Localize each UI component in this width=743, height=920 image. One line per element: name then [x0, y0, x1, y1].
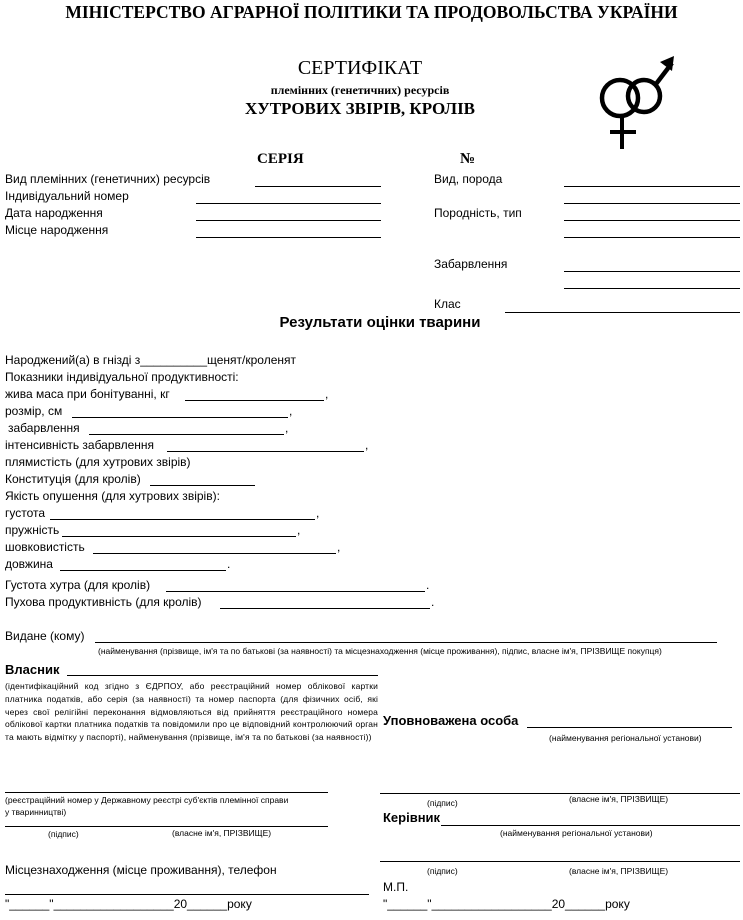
series-label: СЕРІЯ — [257, 151, 304, 167]
birth-date-field[interactable] — [196, 220, 381, 221]
silkiness-field[interactable] — [93, 553, 336, 554]
results-heading: Результати оцінки тварини — [279, 314, 481, 331]
litter-line: Народжений(а) в гнізді з__________щенят/кроленят — [5, 353, 297, 367]
elasticity-field[interactable] — [62, 536, 296, 537]
head-date: "______"__________________20______року — [383, 897, 630, 911]
down-productivity-label: Пухова продуктивність (для кролів) — [5, 595, 202, 609]
registry-note-2: у тваринництві) — [5, 807, 67, 817]
silkiness-comma: , — [337, 540, 341, 554]
species-breed-field[interactable] — [564, 186, 740, 187]
size-comma: , — [289, 404, 293, 418]
density-label: густота — [5, 506, 46, 520]
intensity-comma: , — [365, 438, 369, 452]
weight-comma: , — [325, 387, 329, 401]
fur-density-field[interactable] — [166, 591, 425, 592]
species-breed-label: Вид, порода — [434, 172, 503, 186]
intensity-label: інтенсивність забарвлення — [5, 438, 155, 452]
individual-number-label: Індивідуальний номер — [5, 189, 129, 203]
head-signature-field[interactable] — [380, 861, 740, 862]
weight-label: жива маса при бонітуванні, кг — [5, 387, 170, 401]
location-label: Місцезнаходження (місце проживання), телефон — [5, 863, 277, 877]
issued-label: Видане (кому) — [5, 629, 85, 643]
density-field[interactable] — [50, 519, 315, 520]
owner-note: (ідентифікаційний код згідно з ЄДРПОУ, або реєстраційний номер облікової картки платника податків, або серія (за наявності) та номер паспорта (для фізичних осіб, які через свої релігійні переконання відмовляються від прийняття реєстраційного номера облікової картки платника податків та повідомили про це відповідний контролюючий орган та мають відмітку у паспорті), найменування (прізвище, ім'я та по батькові (за наявності)) — [5, 681, 378, 743]
location-field[interactable] — [5, 894, 369, 895]
certificate-subtitle: племінних (генетичних) ресурсів — [270, 83, 450, 97]
species-breed-field-2[interactable] — [564, 203, 740, 204]
breed-type-field[interactable] — [564, 220, 740, 221]
head-name-note: (власне ім'я, ПРІЗВИЩЕ) — [569, 866, 669, 876]
head-label: Керівник — [383, 810, 441, 825]
owner-signature-note: (підпис) — [48, 829, 79, 839]
density-comma: , — [316, 506, 320, 520]
coloring-field-2[interactable] — [564, 288, 740, 289]
authorized-field[interactable] — [527, 727, 732, 728]
authorized-label: Уповноважена особа — [383, 713, 519, 728]
fur-density-period: . — [426, 578, 430, 592]
breed-type-field-2[interactable] — [564, 237, 740, 238]
down-productivity-period: . — [431, 595, 435, 609]
coloring-label: Забарвлення — [434, 257, 508, 271]
resource-type-field[interactable] — [255, 186, 381, 187]
elasticity-label: пружність — [5, 523, 60, 537]
size-label: розмір, см — [5, 404, 63, 418]
owner-date: "______"__________________20______року — [5, 897, 252, 911]
head-field[interactable] — [441, 825, 740, 826]
spots-label: плямистість (для хутрових звірів) — [5, 455, 191, 469]
resource-type-label: Вид племінних (генетичних) ресурсів — [5, 172, 211, 186]
issued-field[interactable] — [95, 642, 717, 643]
length-period: . — [227, 557, 231, 571]
coloring-result-field[interactable] — [89, 434, 284, 435]
registry-note-1: (реєстраційний номер у Державному реєстрі суб'єктів племінної справи — [5, 795, 289, 805]
registry-field[interactable] — [5, 792, 328, 793]
birth-date-label: Дата народження — [5, 206, 103, 220]
individual-number-field[interactable] — [196, 203, 381, 204]
constitution-field[interactable] — [150, 485, 255, 486]
fur-quality-label: Якість опушення (для хутрових звірів): — [5, 489, 220, 503]
owner-field[interactable] — [67, 675, 378, 676]
certificate-subtitle-species: ХУТРОВИХ ЗВІРІВ, КРОЛІВ — [244, 99, 476, 118]
constitution-label: Конституція (для кролів) — [5, 472, 141, 486]
head-note: (найменування регіональної установи) — [500, 828, 653, 838]
weight-field[interactable] — [185, 400, 324, 401]
owner-signature-field[interactable] — [5, 826, 328, 827]
productivity-label: Показники індивідуальної продуктивності: — [5, 370, 239, 384]
authorized-signature-field[interactable] — [380, 793, 740, 794]
authorized-name-note: (власне ім'я, ПРІЗВИЩЕ) — [569, 794, 669, 804]
coloring-field[interactable] — [564, 271, 740, 272]
class-label: Клас — [434, 297, 461, 311]
stamp-label: М.П. — [383, 880, 409, 894]
fur-density-label: Густота хутра (для кролів) — [5, 578, 151, 592]
ministry-title: МІНІСТЕРСТВО АГРАРНОЇ ПОЛІТИКИ ТА ПРОДОВОЛЬСТВА УКРАЇНИ — [65, 2, 678, 22]
issued-note: (найменування (прізвище, ім'я та по батькові (за наявності) та місцезнаходження (місце проживання), підпис, власне ім'я, ПРІЗВИЩЕ покупця) — [98, 646, 662, 656]
birth-place-label: Місце народження — [5, 223, 109, 237]
coloring-result-label: забарвлення — [8, 421, 80, 435]
coloring-comma: , — [285, 421, 289, 435]
male-female-symbol-icon — [596, 52, 682, 152]
down-productivity-field[interactable] — [220, 608, 430, 609]
authorized-signature-note: (підпис) — [427, 798, 458, 808]
length-field[interactable] — [60, 570, 226, 571]
silkiness-label: шовковистість — [5, 540, 85, 554]
owner-label: Власник — [5, 662, 60, 677]
size-field[interactable] — [72, 417, 288, 418]
owner-name-note: (власне ім'я, ПРІЗВИЩЕ) — [172, 828, 272, 838]
breed-type-label: Породність, тип — [434, 206, 522, 220]
intensity-field[interactable] — [167, 451, 364, 452]
birth-place-field[interactable] — [196, 237, 381, 238]
certificate-title: СЕРТИФІКАТ — [297, 57, 423, 79]
authorized-note: (найменування регіональної установи) — [549, 733, 702, 743]
class-field[interactable] — [505, 312, 740, 313]
elasticity-comma: , — [297, 523, 301, 537]
number-label: № — [460, 151, 476, 167]
head-signature-note: (підпис) — [427, 866, 458, 876]
length-label: довжина — [5, 557, 53, 571]
